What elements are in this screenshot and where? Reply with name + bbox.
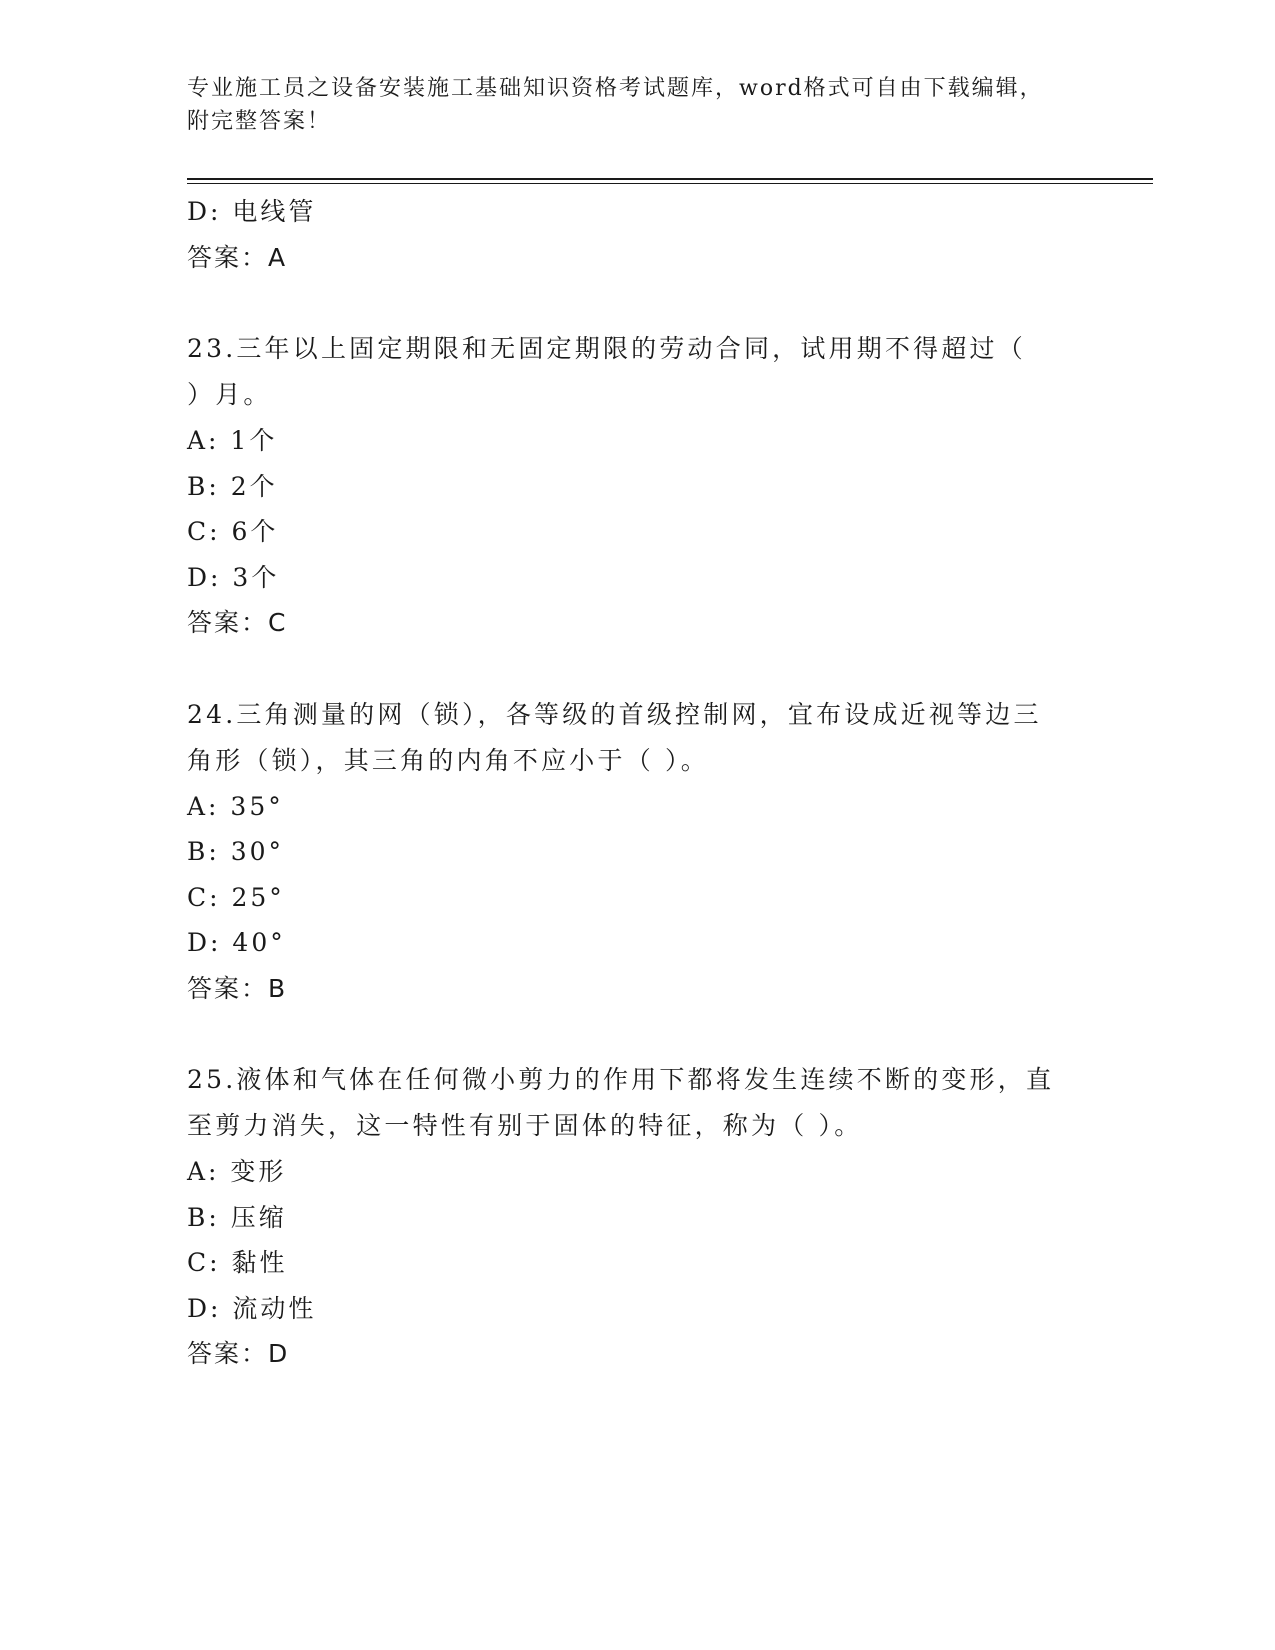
header-line-1: 专业施工员之设备安装施工基础知识资格考试题库，word格式可自由下载编辑， (187, 76, 1044, 101)
question-line-1: 24.三角测量的网（锁），各等级的首级控制网，宜布设成近视等边三 (187, 699, 1042, 729)
question-text (187, 326, 1067, 418)
question-line-2: 角形（锁），其三角的内角不应小于（ ）。 (187, 745, 709, 775)
option-c: C: 25° (187, 882, 285, 912)
answer-line: 答案：C (187, 608, 288, 637)
option-b: B: 2个 (187, 471, 278, 501)
prev-answer: 答案：A (187, 242, 288, 272)
header-divider-thin (187, 183, 1153, 184)
option-a: A: 35° (187, 791, 284, 821)
spacer (187, 1011, 1087, 1057)
option-a: A: 变形 (187, 1157, 287, 1186)
option-b: B: 压缩 (187, 1202, 287, 1232)
option-c: C: 黏性 (187, 1248, 288, 1277)
prev-option-d: D: 电线管 (187, 197, 317, 226)
option-d: D: 40° (187, 928, 286, 957)
question-text (187, 1057, 1067, 1149)
question-line-1: 23.三年以上固定期限和无固定期限的劳动合同，试用期不得超过（ (187, 334, 1026, 363)
option-d: D: 3个 (187, 562, 280, 592)
answer-line: 答案：B (187, 973, 288, 1003)
question-text (187, 692, 1067, 784)
answer-line: 答案：D (187, 1339, 290, 1368)
spacer (187, 280, 1087, 326)
header-divider-thick (187, 178, 1153, 180)
question-block (187, 326, 1087, 646)
question-line-2: 至剪力消失，这一特性有别于固体的特征，称为（ ）。 (187, 1111, 863, 1140)
option-b: B: 30° (187, 837, 285, 866)
option-a: A: 1个 (187, 426, 278, 455)
document-header (187, 72, 1087, 138)
option-d: D: 流动性 (187, 1293, 317, 1323)
header-line-2: 附完整答案！ (187, 109, 332, 134)
question-content (187, 189, 1087, 1377)
option-c: C: 6个 (187, 517, 279, 546)
question-line-2: ）月。 (187, 380, 272, 409)
question-block (187, 692, 1087, 1012)
question-block (187, 1057, 1087, 1377)
spacer (187, 646, 1087, 692)
question-line-1: 25.液体和气体在任何微小剪力的作用下都将发生连续不断的变形，直 (187, 1065, 1055, 1094)
